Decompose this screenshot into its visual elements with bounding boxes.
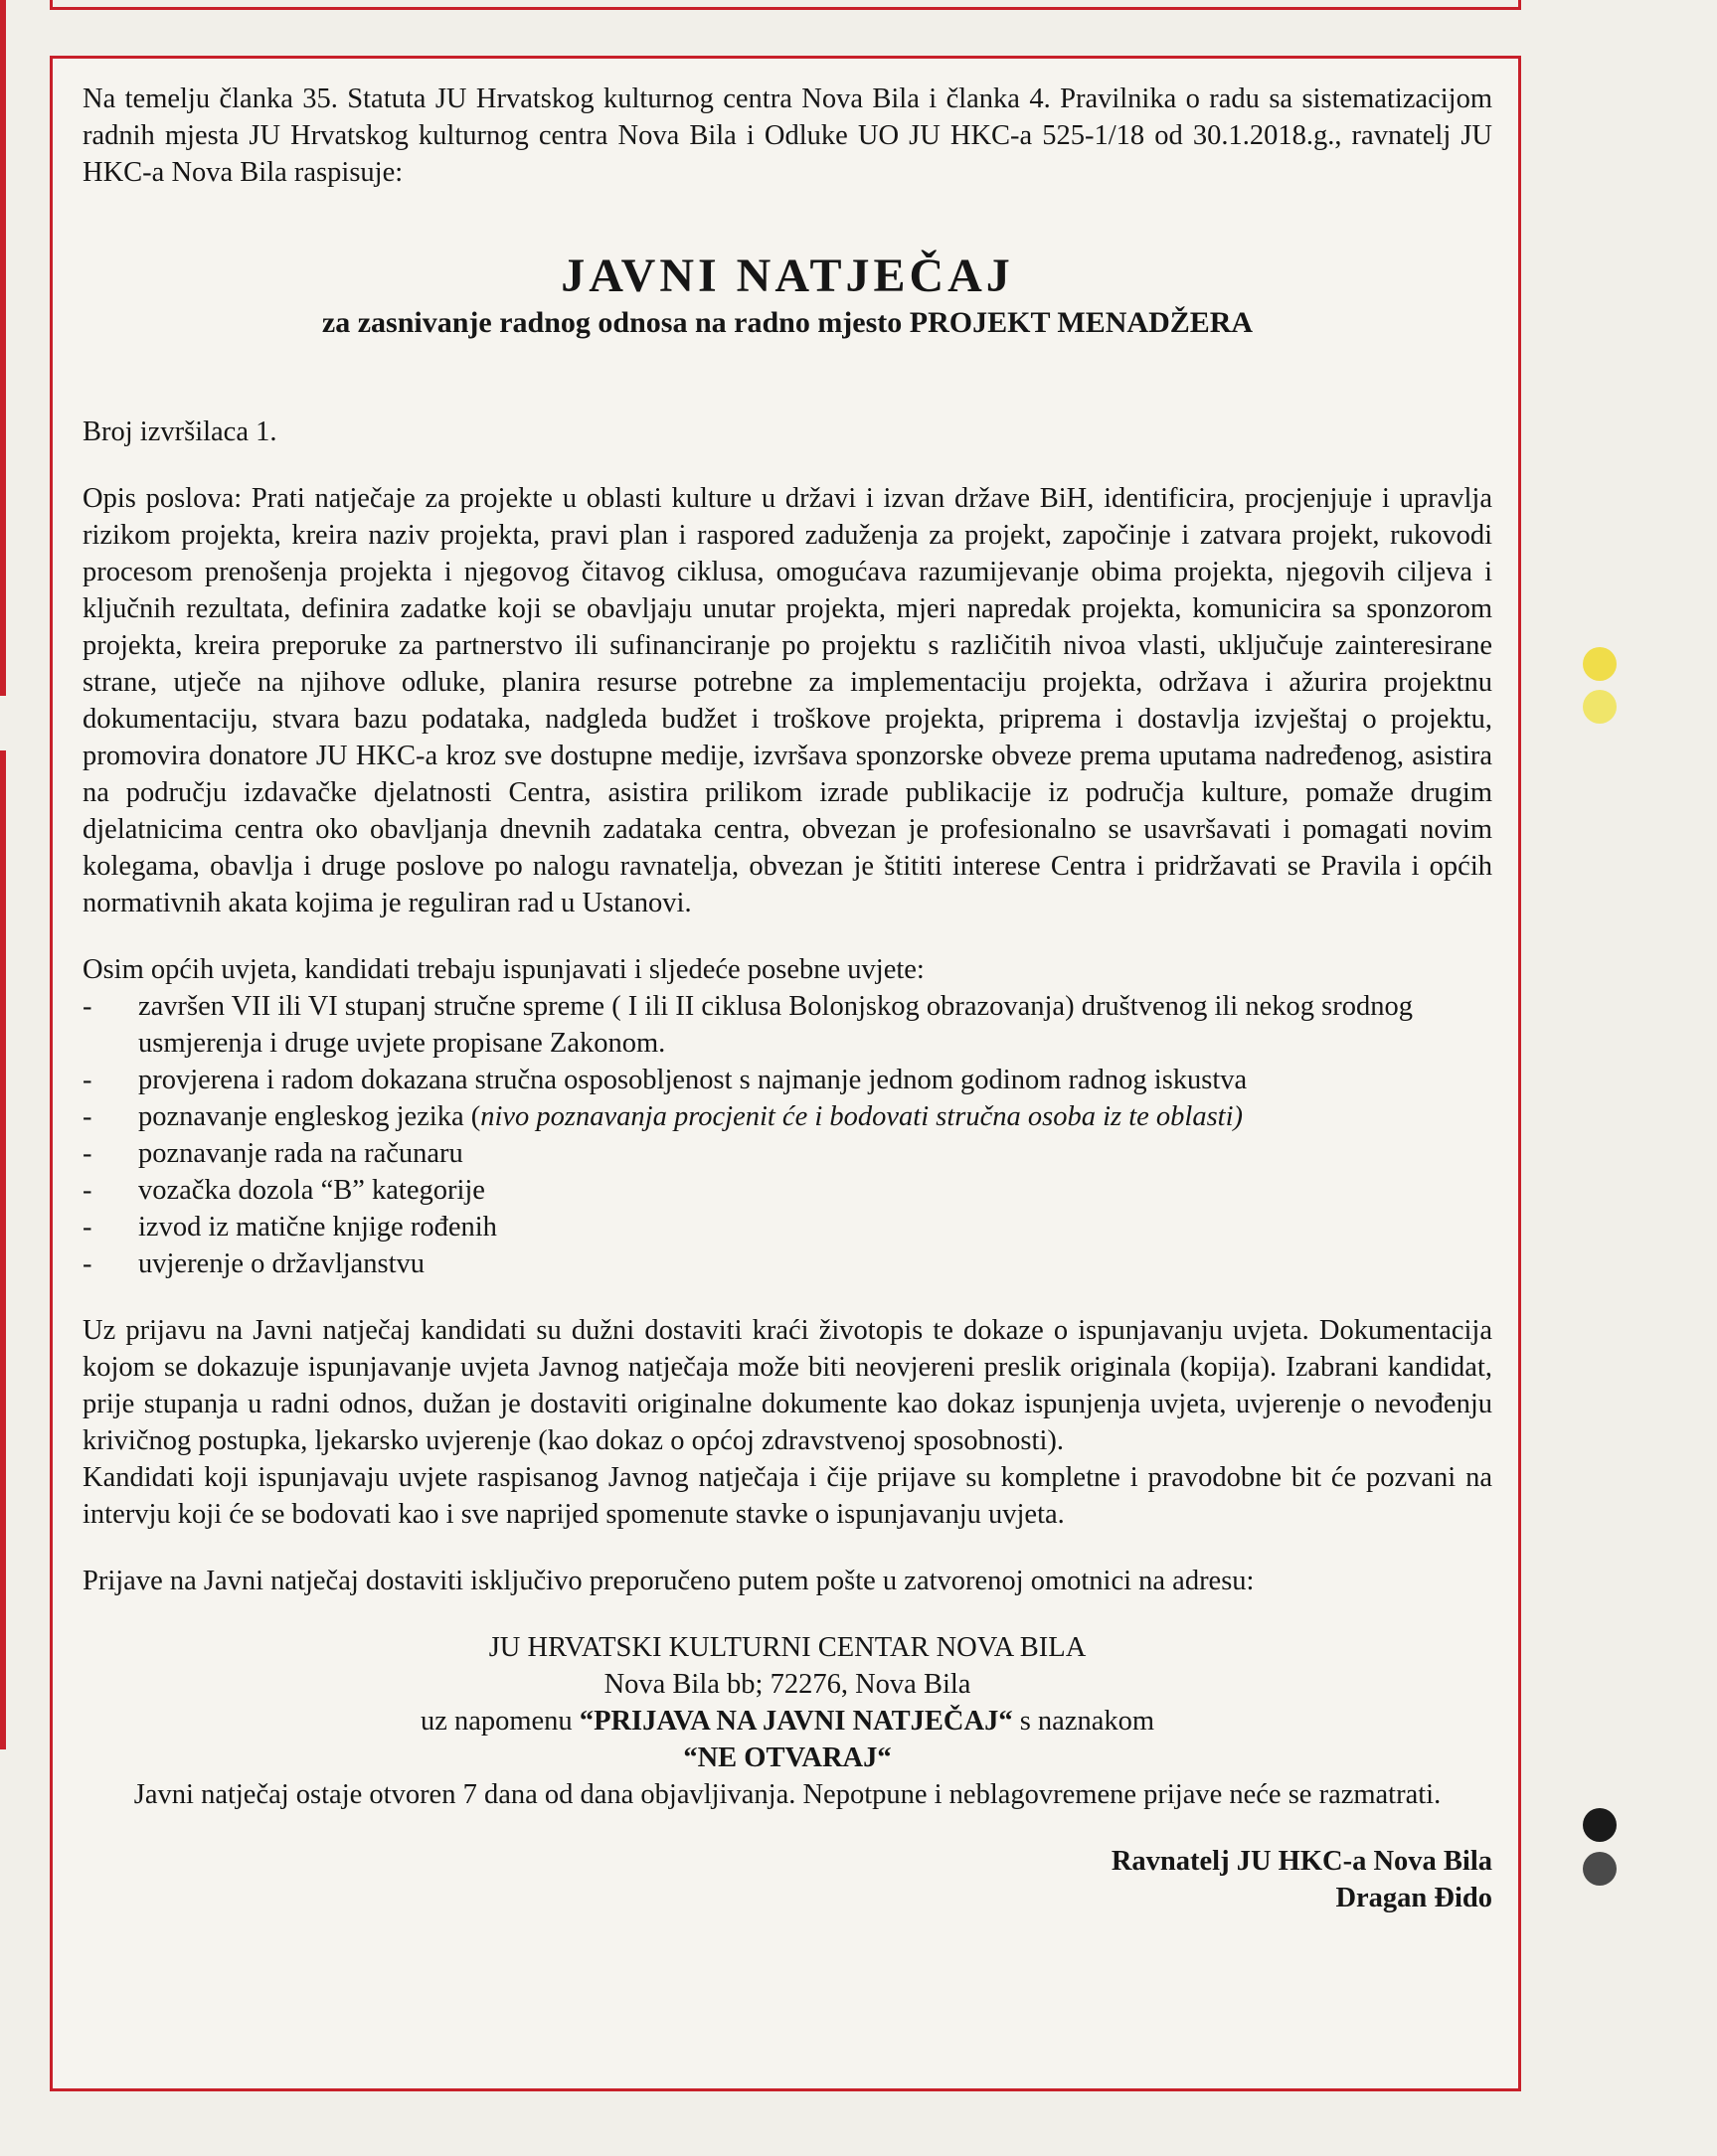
conditions-list bbox=[83, 988, 1492, 1282]
notice-subtitle: za zasnivanje radnog odnosa na radno mjesto PROJEKT MENADŽERA bbox=[321, 306, 1254, 339]
positions-count: Broj izvršilaca 1. bbox=[83, 416, 277, 447]
remark-line: uz napomenu “PRIJAVA NA JAVNI NATJEČAJ“ s naznakom bbox=[420, 1706, 1155, 1737]
documentation-paragraph: Uz prijavu na Javni natječaj kandidati su dužni dostaviti kraći životopis te dokaze o ispunjavanju uvjeta. Dokumentacija kojom se dokazuje ispunjavanje uvjeta Javnog natječaja može biti neovjereni preslik originala (kopija). Izabrani kandidat, prije stupanja u radni odnos, dužan je dostaviti originalne dokumente kao dokaz ispunjenja uvjeta, uvjerenje o nevođenju krivičnog postupka, ljekarsko uvjerenje (kao dokaz o općoj zdravstvenoj sposobnosti). bbox=[83, 1315, 1492, 1456]
job-description: Opis poslova: Prati natječaje za projekte u oblasti kulture u državi i izvan države BiH, identificira, procjenjuje i upravlja rizikom projekta, kreira naziv projekta, pravi plan i raspored zaduženja za projekt, započinje i zatvara projekt, rukovodi procesom prenošenja projekta i njegovog čitavog ciklusa, omogućava razumijevanje obima projekta, njegovih ciljeva i ključnih rezultata, definira zadatke koji se obavljaju unutar projekta, mjeri napredak projekta, komunicira sa sponzorom projekta, kreira preporuke za partnerstvo ili sufinanciranje po projektu s različitih nivoa vlasti, uključuje zainteresirane strane, utječe na njihove odluke, planira resurse potrebne za implementaciju projekta, održava i ažurira projektnu dokumentaciju, stvara bazu podataka, nadgleda budžet i troškove projekta, priprema i dostavlja izvještaj o projektu, promovira donatore JU HKC-a kroz sve dostupne medije, izvršava sponzorske obveze prema uputama nadređenog, asistira na području izdavačke djelatnosti Centra, asistira prilikom izrade publikacije iz područja kulture, pomaže drugim djelatnicima centra oko obavljanja dnevnih zadataka centra, obvezan je profesionalno se usavršavati i pomagati novim kolegama, obavlja i druge poslove po nalogu ravnatelja, obvezan je štititi interese Centra i pridržavati se Pravila i općih normativnih akata kojima je reguliran rad u Ustanovi. bbox=[83, 483, 1492, 918]
intro-paragraph: Na temelju članka 35. Statuta JU Hrvatskog kulturnog centra Nova Bila i članka 4. Pravilnika o radu sa sistematizacijom radnih mjesta JU Hrvatskog kulturnog centra Nova Bila i Odluke UO JU HKC-a 525-1/18 od 30.1.2018.g., ravnatelj JU HKC-a Nova Bila raspisuje: bbox=[83, 83, 1492, 188]
notice-page bbox=[50, 56, 1521, 2091]
list-item: - provjerena i radom dokazana stručna osposobljenost s najmanje jednom godinom radnog iskustva bbox=[83, 1065, 1248, 1095]
address-street: Nova Bila bb; 72276, Nova Bila bbox=[603, 1669, 971, 1700]
black-dot-icon bbox=[1583, 1808, 1617, 1842]
list-item: - izvod iz matične knjige rođenih bbox=[83, 1212, 497, 1243]
yellow-dot-icon bbox=[1583, 647, 1617, 681]
list-item: - uvjerenje o državljanstvu bbox=[83, 1248, 426, 1279]
list-item: - poznavanje engleskog jezika (nivo poznavanja procjenit će i bodovati stručna osoba iz te oblasti) bbox=[83, 1101, 1244, 1132]
signature-title: Ravnatelj JU HKC-a Nova Bila bbox=[1111, 1846, 1492, 1877]
left-red-strip bbox=[0, 0, 6, 696]
submission-paragraph: Prijave na Javni natječaj dostaviti isključivo preporučeno putem pošte u zatvorenoj omotnici na adresu: bbox=[83, 1566, 1255, 1596]
conditions-intro: Osim općih uvjeta, kandidati trebaju ispunjavati i sljedeće posebne uvjete: bbox=[83, 954, 925, 985]
list-item: - vozačka dozola “B” kategorije bbox=[83, 1175, 485, 1206]
list-item: - završen VII ili VI stupanj stručne spreme ( I ili II ciklusa Bolonjskog obrazovanja) društvenog ili nekog srodnog usmjerenja i druge uvjete propisane Zakonom. bbox=[83, 991, 1413, 1059]
left-red-strip bbox=[0, 750, 6, 1749]
list-item: - poznavanje rada na računaru bbox=[83, 1138, 463, 1169]
validity-paragraph: Javni natječaj ostaje otvoren 7 dana od dana objavljivanja. Nepotpune i neblagovremene prijave neće se razmatrati. bbox=[133, 1779, 1442, 1810]
address-name: JU HRVATSKI KULTURNI CENTAR NOVA BILA bbox=[488, 1632, 1087, 1663]
signature-name: Dragan Đido bbox=[1335, 1883, 1492, 1913]
top-border-frame bbox=[50, 0, 1521, 10]
yellow-dot-icon bbox=[1583, 690, 1617, 724]
do-not-open: “NE OTVARAJ“ bbox=[683, 1742, 892, 1773]
notice-content bbox=[83, 81, 1492, 1916]
interview-paragraph: Kandidati koji ispunjavaju uvjete raspisanog Javnog natječaja i čije prijave su kompletne i pravodobne bit će pozvani na intervju koji će se bodovati kao i sve naprijed spomenute stavke o ispunjavanju uvjeta. bbox=[83, 1462, 1492, 1530]
notice-title: JAVNI NATJEČAJ bbox=[561, 249, 1014, 302]
black-dot-icon bbox=[1583, 1852, 1617, 1886]
